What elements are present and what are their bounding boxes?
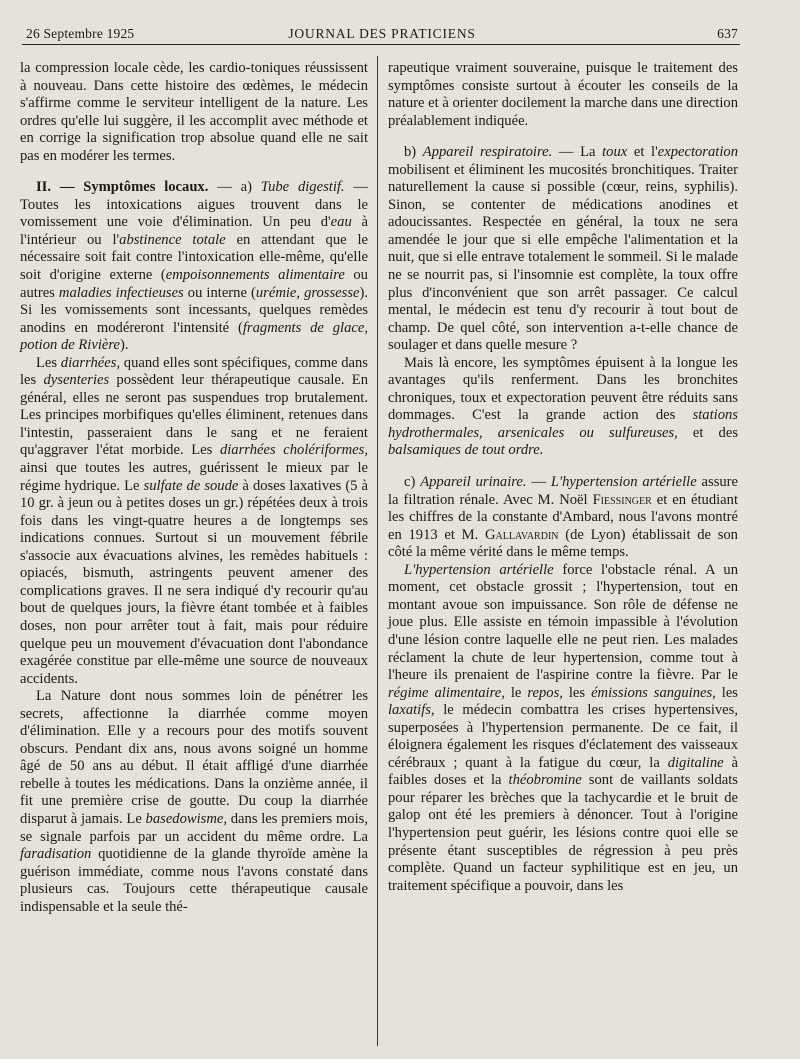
section-heading-symptomes-locaux: II. — Symptômes locaux. <box>36 179 209 196</box>
paragraph-appareil-urinaire: c) Appareil urinaire. — L'hypertension artérielle assure la filtration rénale. Avec M. Noël Fiessinger et en étudiant les chiffres de la constante d'Ambard, nous l'avons montré en 1913 et M. Gallavardin (de Lyon) établissait de son côté la même vérité dans le même temps. <box>388 474 739 561</box>
header-date: 26 Septembre 1925 <box>26 26 135 41</box>
header-journal-title: JOURNAL DES PRATICIENS <box>288 26 476 41</box>
header-rule <box>22 44 740 45</box>
left-column <box>20 60 368 916</box>
paragraph-hypertension: L'hypertension artérielle force l'obstacle rénal. A un moment, cet obstacle grossit ; l'hypertension, tout en montant avoue son impuissance. Son rôle de défense ne joue plus. Elle assiste en témoin impassible à l'évolution d'une lésion contre laquelle elle ne peut rien. Les malades réclament la chute de leur hypertension, comme tout à l'heure ils prenaient de l'aspirine contre la fièvre. Par le régime alimentaire, le repos, les émissions sanguines, les laxatifs, le médecin combattra les crises hypertensives, superposées à l'hypertension permanente. De ce fait, il éloignera également les risques d'éclatement des vaisseaux cérébraux ; quant à la fatigue du cœur, la digitaline à faibles doses et la théobromine sont de vaillants soldats pour réparer les brèches que la tachycardie et le bruit de galop ont été les premiers à dénoncer. Tout à l'origine l'hypertension peut guérir, les lésions contre quoi elle se présente étant susceptibles de régression à peu près complète. Quand un facteur syphilitique est en jeu, un traitement spécifique a pouvoir, dans les <box>388 561 738 894</box>
paragraph-diarrhees: Les diarrhées, quand elles sont spécifiques, comme dans les dysenteries possèdent leur thérapeutique causale. En général, elles ne seront pas suspendues trop brutalement. Les principes morbifiques qu'elles éliminent, retenues dans l'intestin, passeraient dans le sang et ne feraient qu'aggraver l'état morbide. Les diarrhées cholériformes, ainsi que toutes les autres, guérissent le mieux par le régime hydrique. Le sulfate de soude à doses laxatives (5 à 10 gr. à jeun ou à petites doses un gr.) répétées deux à trois fois dans les vingt-quatre heures a de longtemps ses indications connues. Surtout si un mouvement fébrile s'associe aux évacuations alvines, les remèdes habituels : opiacés, bismuth, astringents peuvent amener des complications graves. Il ne sera indiqué d'y recourir qu'au bout de quelques jours, la fièvre étant tombée et à faibles doses, non pour arrêter tout à fait, mais pour réduire quelque peu un mouvement d'évacuation dont l'abondance exagérée constitue par elle-même une source de nouveaux accidents. <box>20 354 368 687</box>
paragraph-appareil-respiratoire: b) Appareil respiratoire. — La toux et l'expectoration mobilisent et éliminent les mucosités bronchitiques. Traiter naturellement la cause si possible (cœur, reins, syphilis). Sinon, se contenter de médications anodines et adoucissantes. Respectée en général, la toux ne sera amendée le jour que si elle empêche l'alimentation et la nuit, que si elle entrave totalement le sommeil. Si le malade ne se nourrit pas, si l'insomnie est complète, la toux offre plus d'inconvénient que son arrêt passager. Ce calcul mental, le médecin est tenu d'y recourir à tout bout de champ. De quel côté, son intervention a-t-elle chance de soulager et dans quelle mesure ? <box>388 144 738 354</box>
paragraph-therapeutique: rapeutique vraiment souveraine, puisque le traitement des symptômes consiste surtout à écouter les conseils de la nature et à orienter docilement la marche dans une direction préalablement indiquée. <box>388 60 738 129</box>
running-header <box>26 26 738 46</box>
paragraph-nature-elimination: La Nature dont nous sommes loin de pénétrer les secrets, affectionne la diarrhée comme moyen d'élimination. Elle y a recours pour des motifs souvent obscurs. Pendant dix ans, nous avons soigné un homme âgé de 50 ans au début. Il était affligé d'une diarrhée rebelle à toutes les médications. Dans la onzième année, il fit une première crise de goutte. Du coup la diarrhée disparut à jamais. Le basedowisme, dans les premiers mois, se signale parfois par un accident du même ordre. La faradisation quotidienne de la glande thyroïde amène la guérison immédiate, comme nous l'avons constaté dans plusieurs cas. Toujours cette thérapeutique causale indispensable et la seule thé- <box>20 688 368 915</box>
paragraph-oedemes: la compression locale cède, les cardio-toniques réussissent à nouveau. Dans cette histoire des œdèmes, le médecin s'affirme comme le serviteur intelligent de la nature. Les ordres qu'elle lui suggère, il les accomplit avec méthode et en corrige la signification trop absolue quand elle ne sait pas en modérer les termes. <box>20 60 368 164</box>
page-number: 637 <box>717 26 738 41</box>
paragraph-bronchites: Mais là encore, les symptômes épuisent à la longue les avantages qu'ils renferment. Dans les bronchites chroniques, toux et expectoration peuvent être réduits sans dommages. C'est la grande action des stations hydrothermales, arsenicales ou sulfureuses, et des balsamiques de tout ordre. <box>388 354 738 459</box>
paragraph-tube-digestif: II. — Symptômes locaux. — a) Tube digestif. — Toutes les intoxications aigues trouvent dans le vomissement une voie d'élimination. Un peu d'eau à l'intérieur ou l'abstinence totale en attendant que le nécessaire soit fait contre l'intoxication elle-même, qu'elle soit d'origine externe (empoisonnements alimentaire ou autres maladies infectieuses ou interne (urémie, grossesse). Si les vomissements sont incessants, quelques remèdes anodins en modéreront l'intensité (fragments de glace, potion de Rivière). <box>20 179 368 354</box>
right-column <box>388 60 738 895</box>
subsection-heading-urinaire: Appareil urinaire. <box>420 474 527 491</box>
subsection-heading-respiratoire: Appareil respiratoire. <box>422 144 553 161</box>
column-divider <box>377 56 378 1046</box>
